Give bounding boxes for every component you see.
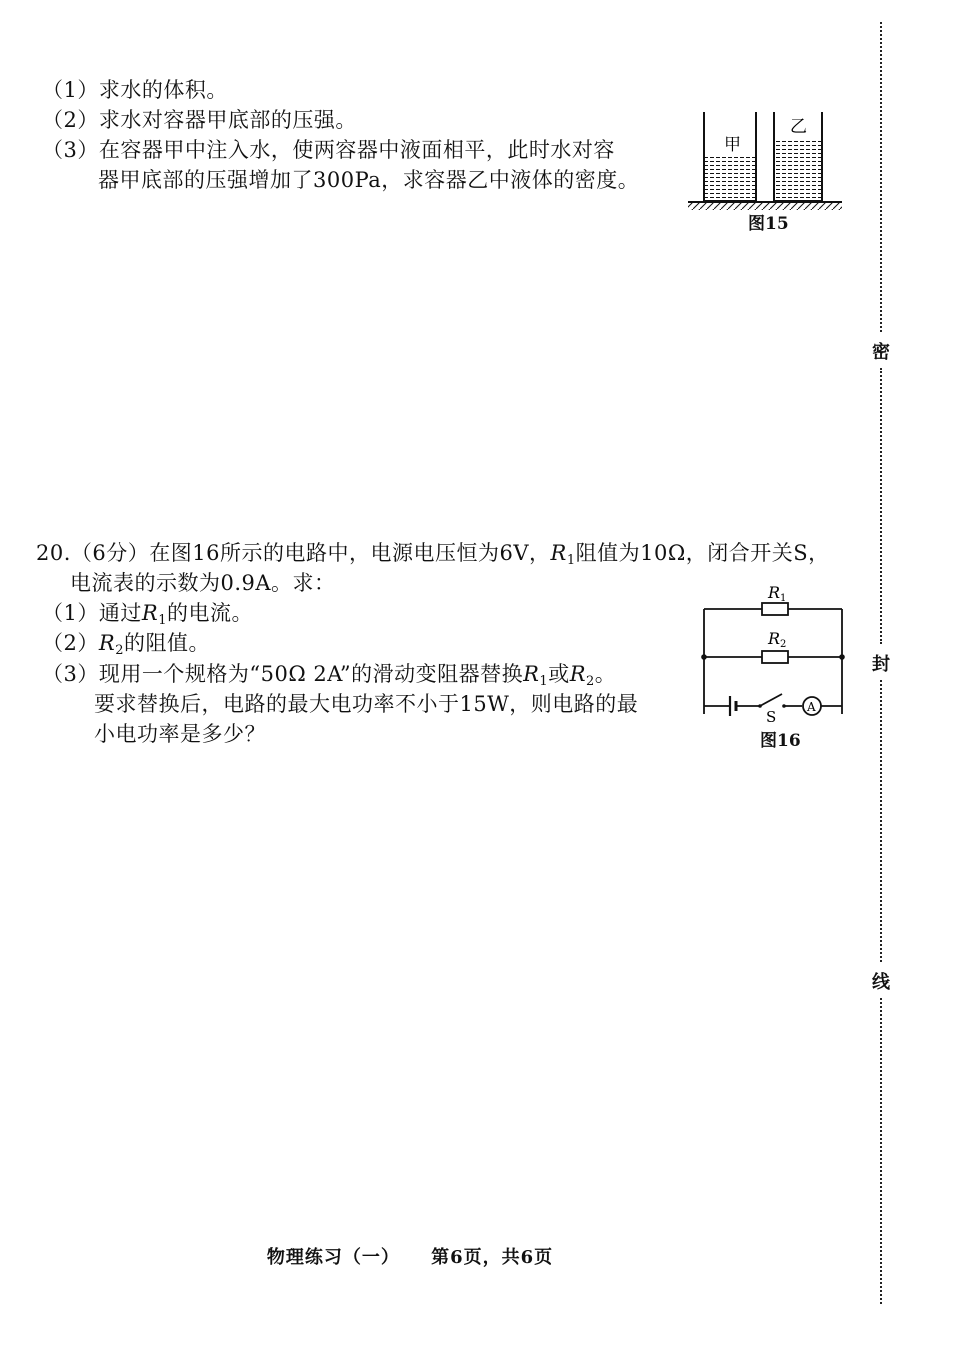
q20-sub3-mid: 或 <box>548 662 570 686</box>
ammeter-label: A <box>807 700 816 714</box>
resistor-r2 <box>762 651 788 663</box>
r2-subscript: 2 <box>115 643 124 658</box>
seal-char-feng: 封 <box>872 654 890 675</box>
r1-label: R <box>768 583 781 602</box>
r1-symbol: R <box>523 662 540 686</box>
r1-subscript: 1 <box>539 674 549 689</box>
junction-left <box>701 654 707 660</box>
q19-sub2: （2）求水对容器甲底部的压强。 <box>42 108 357 132</box>
q20-sub2-a: （2） <box>42 631 99 655</box>
r1-symbol: R <box>550 541 567 565</box>
seal-line-top <box>880 22 882 332</box>
q20-stem-line2: 电流表的示数为0.9A。求： <box>70 571 336 595</box>
r1-label-sub: 1 <box>780 593 787 604</box>
switch-s <box>760 694 782 706</box>
seal-line-upper-mid <box>880 368 882 644</box>
r2-label-sub: 2 <box>780 639 787 650</box>
q20-stem-a: 20.（6分）在图16所示的电路中，电源电压恒为6V， <box>36 541 551 565</box>
seal-line-bottom <box>880 998 882 1304</box>
footer-page-number: 第6页，共6页 <box>431 1247 554 1268</box>
seal-char-xian: 线 <box>872 972 890 993</box>
q20-stem-b: 阻值为10Ω，闭合开关S， <box>575 541 830 565</box>
container-jia-label: 甲 <box>724 135 741 155</box>
q19-sub3-line1: （3）在容器甲中注入水，使两容器中液面相平，此时水对容 <box>42 138 615 162</box>
r1-subscript: 1 <box>158 613 167 628</box>
q20-sub3-line2: 要求替换后，电路的最大电功率不小于15W，则电路的最 <box>94 692 639 716</box>
q20-sub1-b: 的电流。 <box>166 601 253 625</box>
q19-sub1: （1）求水的体积。 <box>42 78 228 102</box>
junction-right <box>839 654 845 660</box>
switch-label: S <box>766 708 777 726</box>
r1-symbol: R <box>141 601 159 625</box>
r2-symbol: R <box>98 631 116 655</box>
seal-line-lower-mid <box>880 680 882 962</box>
r1-subscript: 1 <box>566 553 576 568</box>
q20-sub3-end: 。 <box>594 662 617 686</box>
q20-sub2-b: 的阻值。 <box>123 631 210 655</box>
figure-16-circuit <box>694 578 854 728</box>
resistor-r1 <box>762 603 788 615</box>
r2-symbol: R <box>569 662 586 686</box>
container-jia-water <box>704 156 756 200</box>
r2-label: R <box>768 629 781 648</box>
footer-title: 物理练习（一） <box>266 1247 400 1268</box>
seal-char-mi: 密 <box>872 342 890 363</box>
page-footer <box>0 1243 820 1269</box>
figure-16-caption: 图16 <box>760 731 801 751</box>
q20-sub3-line3: 小电功率是多少？ <box>94 722 266 746</box>
r2-subscript: 2 <box>586 674 595 689</box>
figure-15-caption: 图15 <box>748 214 789 234</box>
q19-sub3-line2: 器甲底部的压强增加了300Pa，求容器乙中液体的密度。 <box>98 168 640 192</box>
q20-sub3-a: （3）现用一个规格为“50Ω 2A”的滑动变阻器替换 <box>42 662 524 686</box>
container-yi-label: 乙 <box>790 117 807 137</box>
figure-15-containers <box>686 104 856 214</box>
q20-sub1-a: （1）通过 <box>42 601 142 625</box>
container-yi-liquid <box>774 138 822 200</box>
